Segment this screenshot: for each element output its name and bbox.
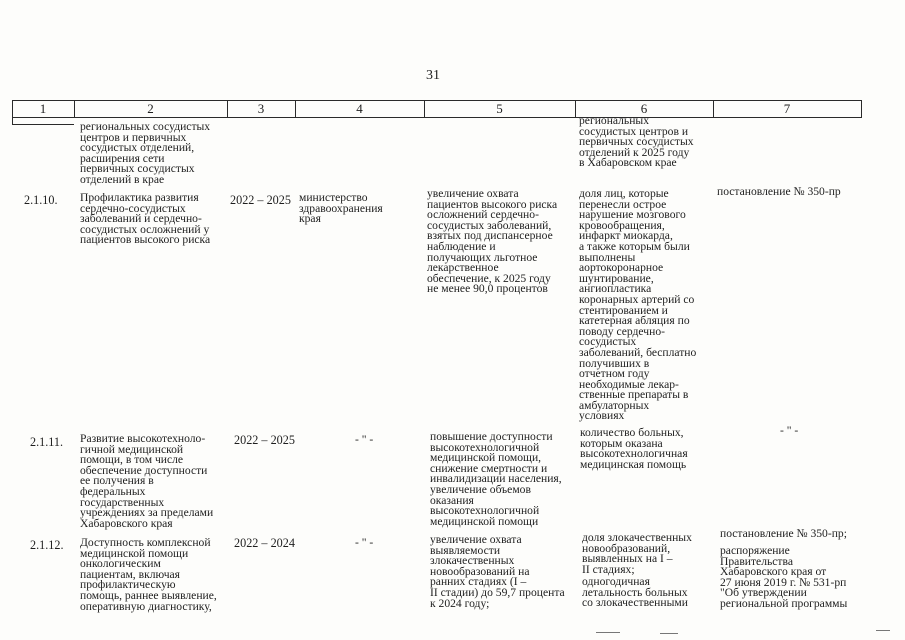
row-result: повышение доступности высокотехнологичной медицинской помощи, снижение смертности и инвалидизации населения, увеличение объемов оказания высокотехнологичной медицинской помощи — [430, 430, 562, 528]
header-col-4: 4 — [356, 101, 363, 116]
header-col-7: 7 — [783, 101, 791, 116]
table-top-border — [12, 100, 862, 101]
row-name: Доступность комплексной медицинской помощи онкологическим пациентам, включая профилактическую помощь, раннее выявление, оперативную диагностику, — [80, 536, 217, 613]
header-col-6: 6 — [640, 101, 648, 116]
row-result: увеличение охвата пациентов высокого риска осложнений сердечно- сосудистых заболеваний, взятых под диспансерное наблюдение и получающих льготное лекарственное обеспечение, к 2025 году не менее 90,0 процентов — [427, 187, 558, 296]
row-number: 2.1.11. — [30, 435, 64, 449]
page-number: 31 — [426, 68, 440, 83]
row-basis: - " - — [780, 424, 799, 437]
row-name: Профилактика развития сердечно-сосудистых заболеваний и сердечно- сосудистых осложнений у пациентов высокого риска — [80, 191, 211, 247]
row-indicator: доля лиц, которые перенесли острое нарушение мозгового кровообращения, инфаркт миокарда, а также которым были выполнены аортокоронарное шунтирование, ангиопластика коронарных артерий со стентированием и катетерная абляция по поводу сердечно- сосудистых заболеваний, бесплатно получивших в отчетном году необходимые лекар- ственные препараты в амбулаторных условиях — [579, 187, 697, 423]
row-number: 2.1.12. — [30, 538, 64, 552]
continued-col6: региональных сосудистых центров и первичных сосудистых отделений к 2025 году в Хабаровском крае — [579, 114, 694, 170]
row-number: 2.1.10. — [24, 193, 58, 207]
row-indicator-a: доля злокачественных новообразований, выявленных на I – II стадиях; — [582, 531, 692, 576]
row-executor: - " - — [355, 433, 374, 446]
header-col-5: 5 — [496, 101, 503, 116]
row-basis-b: распоряжение Правительства Хабаровского края от 27 июня 2019 г. № 531-рп "Об утверждении региональной программы — [720, 544, 848, 610]
row-indicator: количество больных, которым оказана высокотехнологичная медицинская помощь — [580, 426, 688, 471]
row-executor: - " - — [355, 536, 374, 549]
header-bottom-border — [12, 117, 862, 118]
row-basis-a: постановление № 350-пр; — [720, 527, 847, 540]
scan-mark — [596, 632, 620, 633]
row-result: увеличение охвата выявляемости злокачественных новообразований на ранних стадиях (I – II стадии) до 59,7 процента к 2024 году; — [430, 533, 565, 610]
row-period: 2022 – 2025 — [230, 193, 291, 207]
row-indicator-b: одногодичная летальность больных со злокачественными — [582, 575, 688, 610]
col1-cont-border — [12, 124, 74, 125]
row-period: 2022 – 2025 — [234, 433, 295, 447]
scan-mark — [876, 630, 890, 631]
row-name: Развитие высокотехноло- гичной медицинской помощи, в том числе обеспечение доступности ее получения в федеральных государственных учреждениях за пределами Хабаровского края — [80, 432, 214, 530]
header-col-2: 2 — [147, 101, 154, 116]
row-period: 2022 – 2024 — [234, 536, 295, 550]
continued-col2: региональных сосудистых центров и первичных сосудистых отделений, расширения сети первичных сосудистых отделений в крае — [80, 120, 211, 186]
scan-mark — [660, 633, 678, 634]
col-divider-right — [861, 100, 862, 118]
header-col-1: 1 — [39, 101, 47, 116]
row-executor: министерство здравоохранения края — [299, 191, 383, 226]
header-col-3: 3 — [257, 101, 265, 116]
row-basis: постановление № 350-пр — [717, 185, 841, 198]
